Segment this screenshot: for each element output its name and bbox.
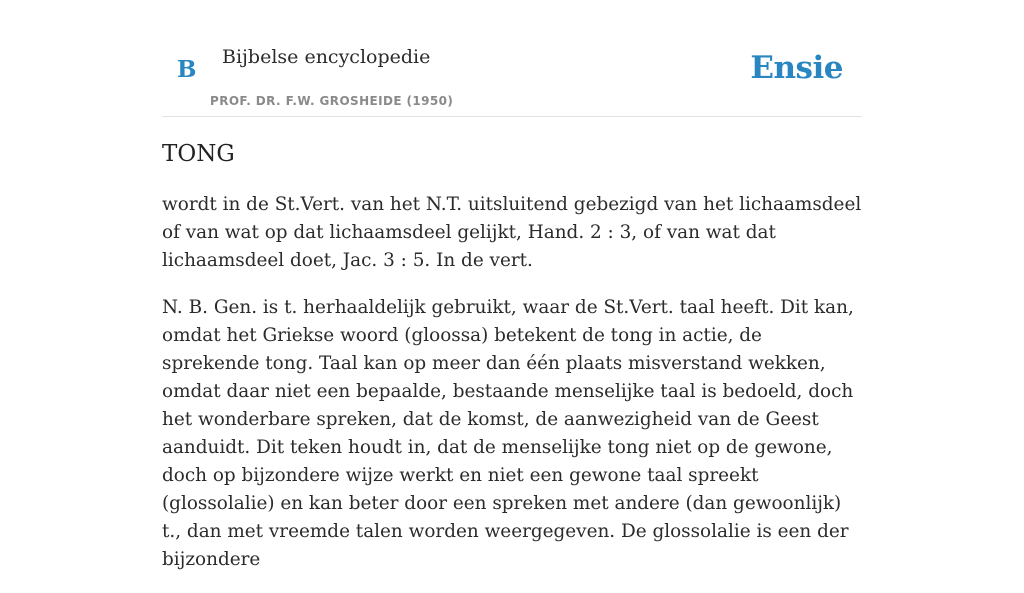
book-title[interactable]: Bijbelse encyclopedie bbox=[222, 46, 431, 68]
brand-logo[interactable]: Ensie bbox=[750, 50, 843, 86]
article bbox=[162, 138, 862, 593]
book-logo-icon[interactable]: B bbox=[177, 56, 197, 83]
article-title: TONG bbox=[162, 141, 235, 167]
header bbox=[162, 0, 862, 117]
author-line: PROF. DR. F.W. GROSHEIDE (1950) bbox=[210, 94, 454, 108]
article-paragraph: wordt in de St.Vert. van het N.T. uitsluitend gebezigd van het lichaamsdeel of van wat op dat lichaamsdeel gelijkt, Hand. 2 : 3, of van wat dat lichaamsdeel doet, Jac. 3 : 5. In de vert. bbox=[162, 194, 862, 271]
article-paragraph: N. B. Gen. is t. herhaaldelijk gebruikt, waar de St.Vert. taal heeft. Dit kan, omdat het Griekse woord (gloossa) betekent de tong in actie, de sprekende tong. Taal kan op meer dan één plaats misverstand wekken, omdat daar niet een bepaalde, bestaande menselijke taal is bedoeld, doch het wonderbare spreken, dat de komst, de aanwezigheid van de Geest aanduidt. Dit teken houdt in, dat de menselijke tong niet op de gewone, doch op bijzondere wijze werkt en niet een gewone taal spreekt (glossolalie) en kan beter door een spreken met andere (dan gewoonlijk) t., dan met vreemde talen worden weergegeven. De glossolalie is een der bijzondere bbox=[162, 297, 854, 570]
